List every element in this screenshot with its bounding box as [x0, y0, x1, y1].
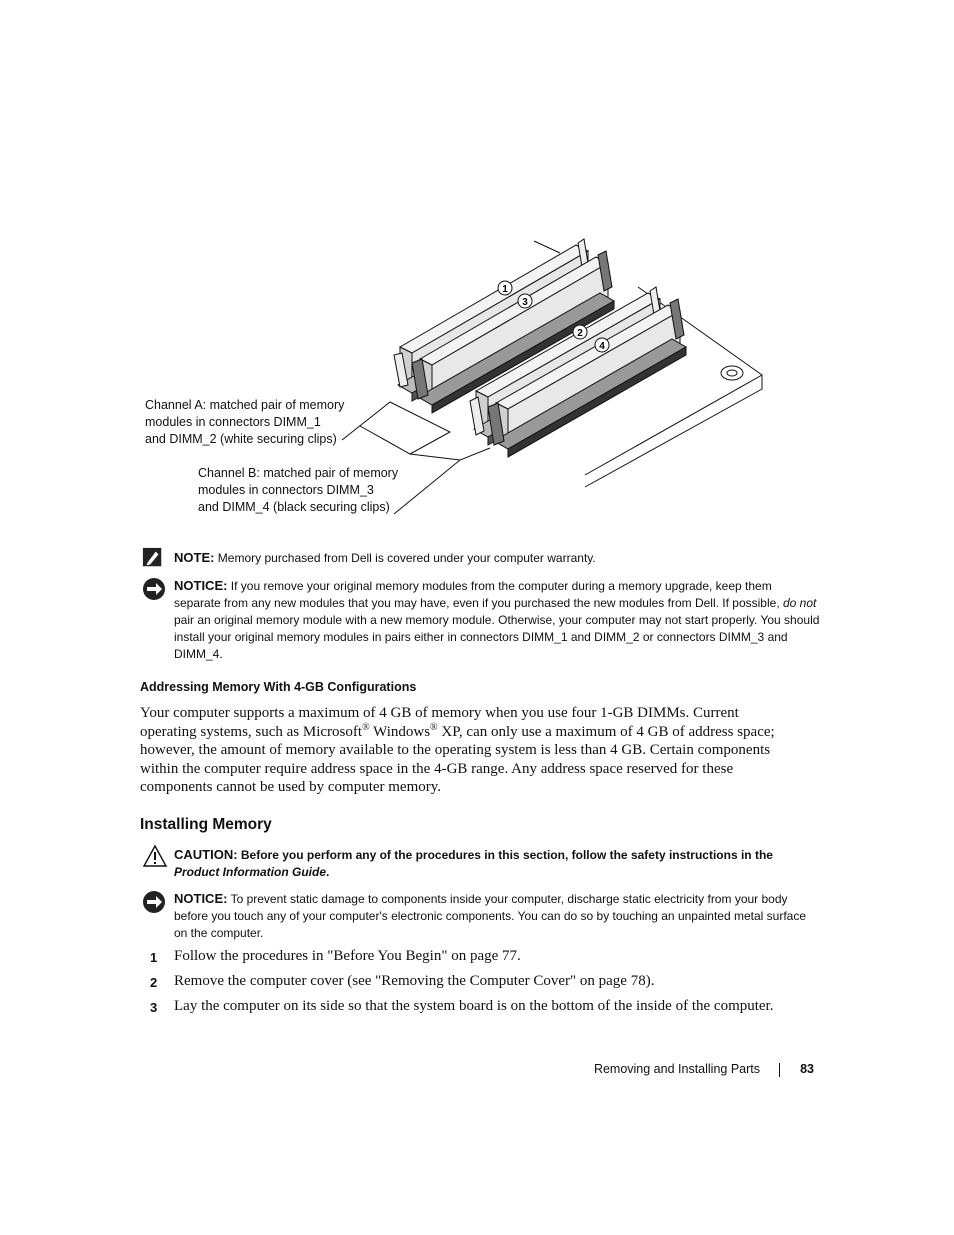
footer-section-title: Removing and Installing Parts [593, 1062, 760, 1076]
notice-hand-icon [142, 890, 166, 914]
caution-emphasis: Product Information Guide [174, 865, 326, 879]
callout-1-text: 1 [502, 284, 508, 295]
caution-triangle-icon [142, 844, 168, 868]
registered-mark: ® [362, 721, 370, 733]
step-number: 3 [150, 1000, 158, 1015]
notice-block-2 [140, 890, 820, 944]
paragraph-line: components cannot be used by computer memory. [140, 779, 442, 795]
callout-a-line: modules in connectors DIMM_1 [145, 415, 321, 429]
notice-label: NOTICE: [174, 891, 228, 906]
step-text: Lay the computer on its side so that the system board is on the bottom of the inside of the computer. [174, 998, 774, 1014]
callout-a-line: Channel A: matched pair of memory [145, 398, 345, 412]
step-number: 2 [150, 975, 158, 990]
notice-label: NOTICE: [174, 578, 228, 593]
caution-block [140, 846, 820, 882]
notice-text-continued: pair an original memory module with a new memory module. Otherwise, your computer may not start properly. You should install your original memory modules in pairs either in connectors DIMM_1 and DIMM_2 or connectors DIMM_3 and DIMM_4. [174, 613, 820, 661]
paragraph-line: within the computer require address space in the 4-GB range. Any address space reserved for these [140, 760, 734, 777]
callout-1-marker [498, 281, 512, 295]
registered-mark: ® [430, 721, 438, 733]
caution-text: Before you perform any of the procedures in this section, follow the safety instructions in the [240, 848, 773, 862]
note-label: NOTE: [174, 550, 215, 565]
notice-hand-icon [142, 577, 166, 601]
callout-4-marker [595, 338, 609, 352]
step-text: Remove the computer cover (see "Removing the Computer Cover" on page 78). [174, 973, 655, 989]
notice-text: If you remove your original memory modules from the computer during a memory upgrade, keep them separate from any new modules that you may have, even if you purchased the new modules from Dell. If possible, [174, 579, 783, 610]
callout-2-marker [573, 325, 587, 339]
callout-3-text: 3 [522, 297, 528, 308]
paragraph-line [140, 723, 820, 742]
caution-end: . [326, 865, 330, 879]
step-number: 1 [150, 950, 158, 965]
callout-3-marker [518, 294, 532, 308]
subheading: Addressing Memory With 4-GB Configurations [140, 680, 417, 694]
paragraph-line: however, the amount of memory available to the operating system is less than 4 GB. Certain components [140, 742, 771, 758]
footer-divider [779, 1063, 780, 1077]
paragraph-text: Windows [369, 723, 431, 740]
body-paragraph [140, 704, 820, 797]
callout-2-text: 2 [577, 328, 583, 339]
callout-a-line: and DIMM_2 (white securing clips) [145, 432, 337, 446]
pencil-note-icon [142, 547, 164, 569]
callout-4-text: 4 [599, 341, 605, 352]
page-number: 83 [800, 1062, 814, 1076]
callout-b-line: Channel B: matched pair of memory [198, 466, 399, 480]
paragraph-text: XP, can only use a maximum of 4 GB of address space; [437, 723, 775, 740]
paragraph-line: Your computer supports a maximum of 4 GB of memory when you use four 1-GB DIMMs. Current [140, 705, 739, 721]
section-heading: Installing Memory [140, 816, 272, 833]
notice-block [140, 577, 820, 667]
paragraph-text: operating systems, such as Microsoft [140, 723, 363, 740]
callout-b-line: modules in connectors DIMM_3 [198, 483, 374, 497]
callout-b-line: and DIMM_4 (black securing clips) [198, 500, 390, 514]
caution-label: CAUTION: [174, 847, 238, 862]
note-block [140, 549, 820, 569]
channel-b-callout [198, 465, 398, 516]
notice-text: To prevent static damage to components inside your computer, discharge static electricity from your body before you touch any of your computer's electronic components. You can do so by touching an unpainted metal surface on the computer. [174, 892, 807, 940]
notice-emphasis: do not [782, 596, 817, 610]
channel-a-callout [145, 397, 344, 448]
note-text: Memory purchased from Dell is covered under your computer warranty. [217, 551, 596, 565]
step-text: Follow the procedures in "Before You Begin" on page 77. [174, 948, 521, 964]
